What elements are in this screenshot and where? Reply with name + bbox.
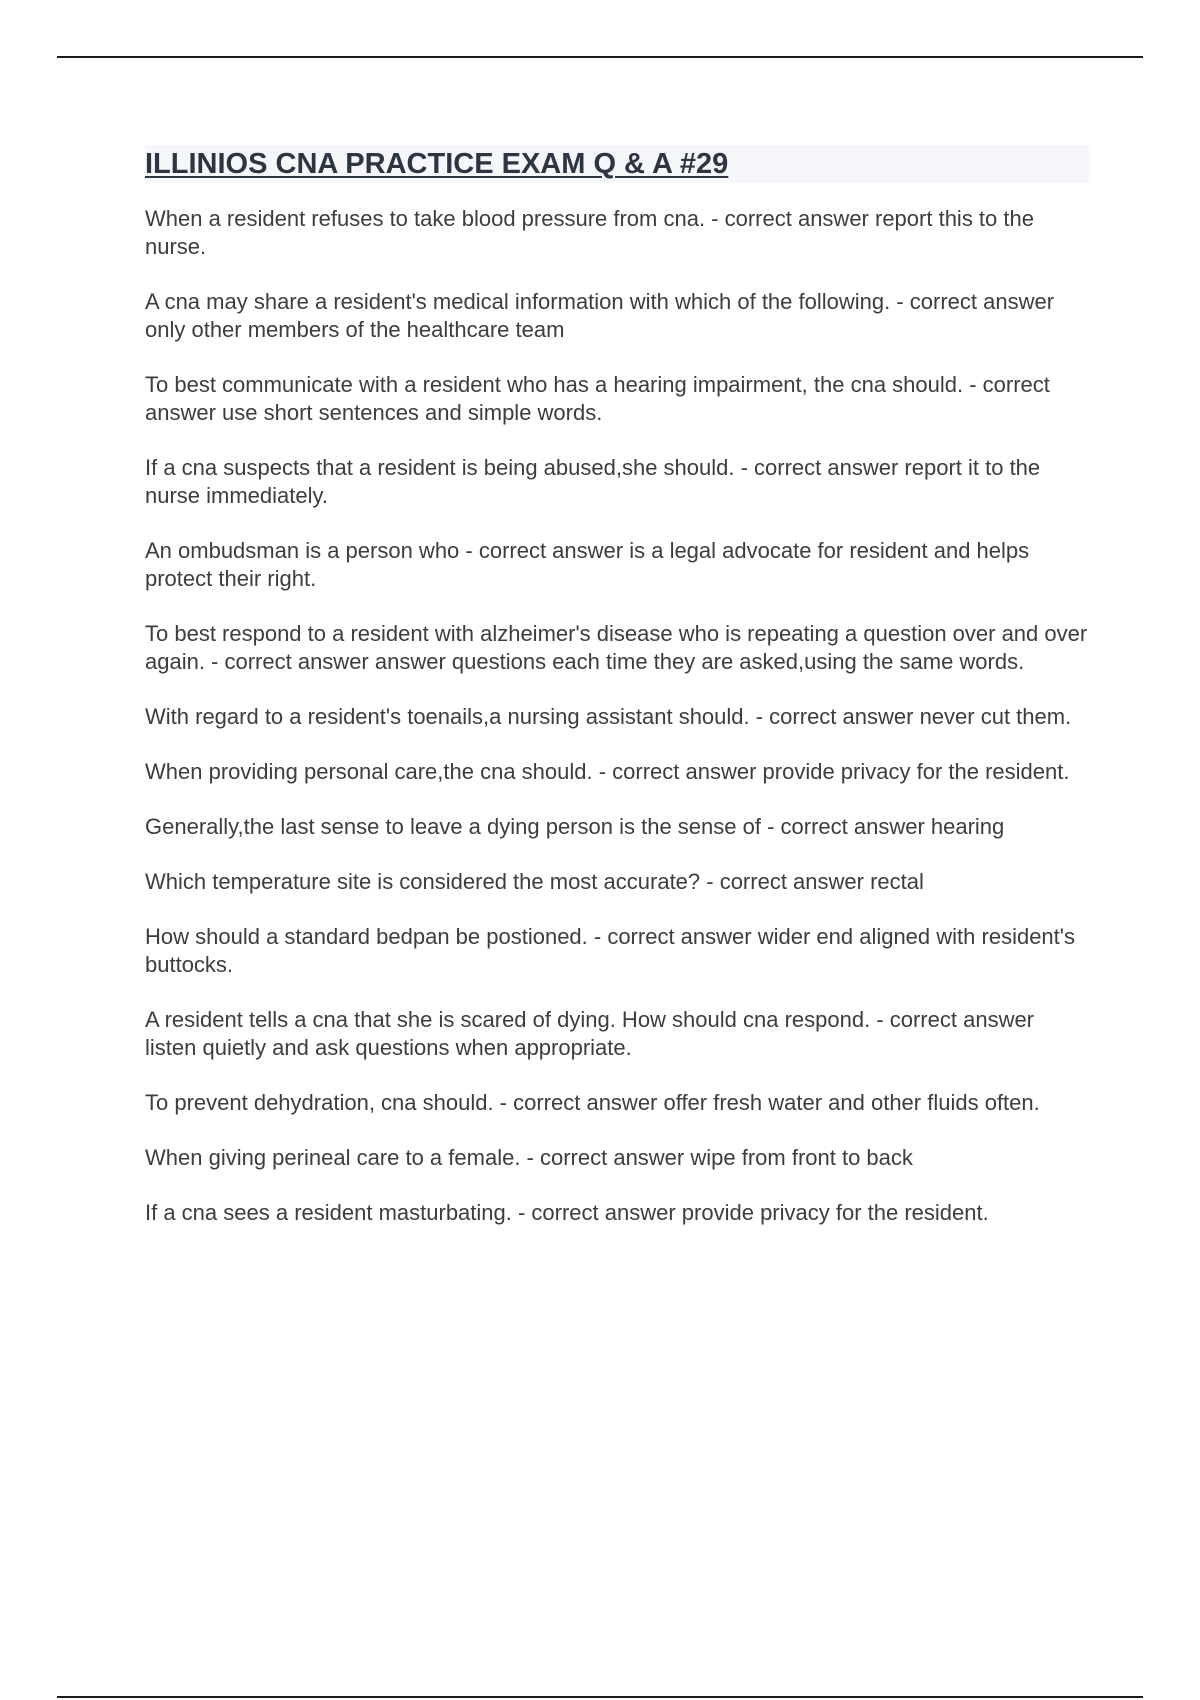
qa-item: When a resident refuses to take blood pressure from cna. - correct answer report this to the nurse. [145,206,1034,259]
qa-item: If a cna sees a resident masturbating. - correct answer provide privacy for the resident. [145,1200,989,1225]
qa-item: How should a standard bedpan be postioned. - correct answer wider end aligned with resident's buttocks. [145,924,1075,977]
page-bottom-rule [57,1696,1143,1698]
qa-item: To prevent dehydration, cna should. - correct answer offer fresh water and other fluids often. [145,1090,1040,1115]
document-title: ILLINIOS CNA PRACTICE EXAM Q & A #29 [145,147,729,180]
qa-item: When giving perineal care to a female. - correct answer wipe from front to back [145,1145,913,1170]
qa-item: A resident tells a cna that she is scared of dying. How should cna respond. - correct answer listen quietly and ask questions when appropriate. [145,1007,1035,1060]
document-body [145,145,1090,1254]
qa-item: A cna may share a resident's medical information with which of the following. - correct answer only other members of the healthcare team [145,289,1055,342]
qa-item: An ombudsman is a person who - correct answer is a legal advocate for resident and helps protect their right. [145,538,1030,591]
qa-item: Which temperature site is considered the most accurate? - correct answer rectal [145,869,924,894]
qa-item: If a cna suspects that a resident is being abused,she should. - correct answer report it to the nurse immediately. [145,455,1041,508]
qa-item: Generally,the last sense to leave a dying person is the sense of - correct answer hearing [145,814,1005,839]
qa-item: When providing personal care,the cna should. - correct answer provide privacy for the resident. [145,759,1070,784]
qa-item: To best respond to a resident with alzheimer's disease who is repeating a question over and over again. - correct answer answer questions each time they are asked,using the same words. [145,621,1088,674]
page-top-rule [57,56,1143,58]
qa-item: To best communicate with a resident who has a hearing impairment, the cna should. - correct answer use short sentences and simple words. [145,372,1050,425]
qa-item: With regard to a resident's toenails,a nursing assistant should. - correct answer never cut them. [145,704,1072,729]
title-bar [145,145,1090,183]
